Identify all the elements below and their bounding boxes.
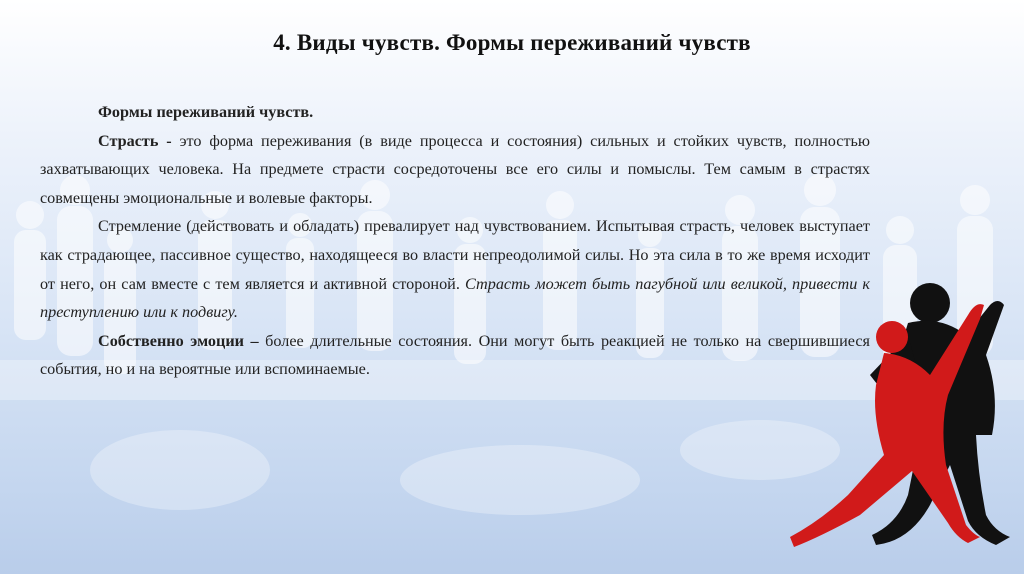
term-emotions: Собственно эмоции – (98, 331, 259, 350)
paragraph-striving-italic: Страсть может быть пагубной или великой, привести к преступлению или к подвигу. (40, 274, 870, 322)
subheading: Формы переживаний чувств. (98, 103, 314, 121)
paragraph-striving (40, 212, 870, 326)
term-passion: Страсть - (98, 131, 172, 150)
paragraph-striving-text: Стремление (действовать и обладать) превалирует над чувствованием. Испытывая страсть, человек выступает как страдающее, пассивное существо, находящееся во власти непреодолимой силы. Но эта сила в то же время исходит от него, он сам вместе с тем является и активной стороной. (40, 217, 870, 293)
slide-title: 4. Виды чувств. Формы переживаний чувств (273, 30, 751, 55)
paragraph-passion (40, 127, 870, 213)
slide-body (40, 98, 870, 384)
paragraph-passion-text: это форма переживания (в виде процесса и состояния) сильных и стойких чувств, полностью захватывающих человека. На предмете страсти сосредоточены все его силы и помыслы. Тем самым в страстях совмещены эмоциональные и волевые факторы. (40, 131, 870, 207)
paragraph-emotions (40, 327, 870, 384)
paragraph-emotions-text: более длительные состояния. Они могут быть реакцией не только на свершившиеся события, но и на вероятные или вспоминаемые. (40, 331, 870, 379)
tango-dancers-illustration (780, 275, 1024, 574)
